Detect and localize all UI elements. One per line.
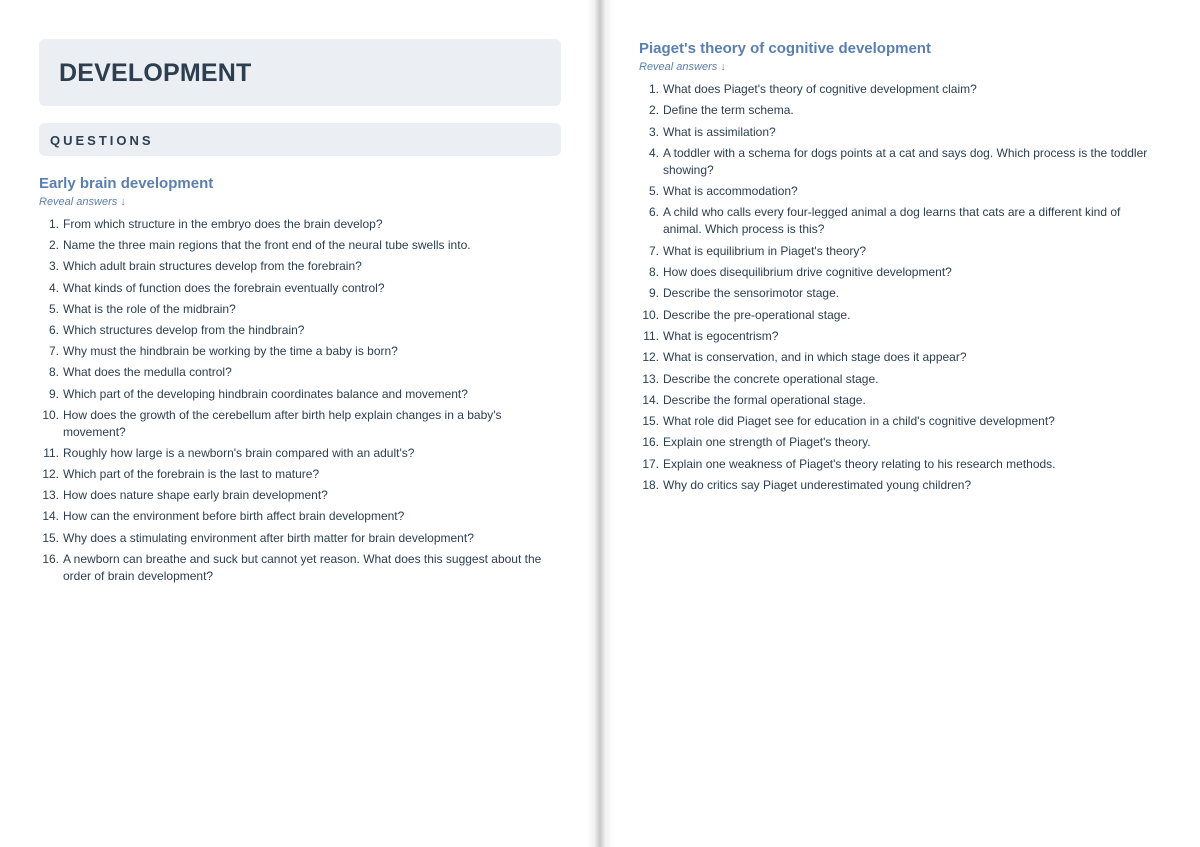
question-text: What is assimilation? (663, 124, 776, 139)
question-number: 15. (642, 414, 659, 429)
question-text: What does the medulla control? (63, 365, 232, 380)
question-item (39, 466, 549, 483)
question-item (639, 102, 1161, 119)
question-text: Describe the concrete operational stage. (663, 371, 879, 386)
question-text: How does the growth of the cerebellum after birth help explain changes in a baby's movement? (63, 407, 502, 439)
questions-heading: QUESTIONS (50, 133, 154, 148)
section-title-early-brain: Early brain development (39, 175, 214, 192)
question-number: 11. (643, 328, 659, 343)
question-item (639, 204, 1161, 238)
question-number: 14. (642, 392, 659, 407)
question-item (639, 243, 1161, 260)
question-number: 13. (642, 371, 659, 386)
question-text: Roughly how large is a newborn's brain compared with an adult's? (63, 445, 415, 460)
reveal-answers-link[interactable]: Reveal answers ↓ (39, 196, 126, 208)
question-number: 11. (43, 445, 59, 460)
question-text: What is conservation, and in which stage does it appear? (663, 350, 967, 365)
question-number: 15. (42, 530, 59, 545)
question-number: 6. (648, 205, 659, 220)
question-item (639, 81, 1161, 98)
question-list-early-brain (39, 216, 549, 585)
question-number: 7. (48, 344, 59, 359)
question-number: 13. (42, 488, 59, 503)
question-item (39, 487, 549, 504)
question-number: 3. (648, 124, 659, 139)
chapter-title-box (39, 39, 561, 106)
question-item (39, 280, 549, 297)
question-item (39, 407, 549, 441)
right-page (600, 0, 1200, 847)
question-text: Describe the sensorimotor stage. (663, 286, 840, 301)
question-number: 16. (42, 551, 59, 566)
question-text: From which structure in the embryo does the brain develop? (63, 217, 383, 231)
question-number: 3. (48, 259, 59, 274)
question-text: What is egocentrism? (663, 328, 779, 343)
question-number: 16. (642, 435, 659, 450)
question-number: 1. (48, 217, 59, 231)
question-number: 4. (648, 145, 659, 160)
question-text: Explain one weakness of Piaget's theory relating to his research methods. (663, 456, 1056, 471)
question-item (639, 413, 1161, 430)
question-text: How does disequilibrium drive cognitive development? (663, 265, 952, 280)
reveal-answers-link[interactable]: Reveal answers ↓ (639, 61, 726, 73)
question-text: Which part of the forebrain is the last to mature? (63, 467, 320, 482)
question-number: 4. (48, 280, 59, 295)
question-item (39, 530, 549, 547)
question-item (639, 328, 1161, 345)
question-item (39, 216, 549, 233)
question-item (39, 301, 549, 318)
question-text: How can the environment before birth affect brain development? (63, 509, 405, 524)
question-list-piaget (639, 81, 1161, 494)
question-text: What kinds of function does the forebrain eventually control? (63, 280, 385, 295)
question-text: Why must the hindbrain be working by the time a baby is born? (63, 344, 398, 359)
question-text: What is accommodation? (663, 184, 798, 199)
question-number: 8. (48, 365, 59, 380)
question-number: 9. (648, 286, 659, 301)
question-text: Describe the formal operational stage. (663, 392, 866, 407)
question-number: 1. (648, 82, 659, 96)
question-number: 2. (648, 103, 659, 118)
section-title-piaget: Piaget's theory of cognitive development (639, 40, 931, 57)
question-number: 6. (48, 322, 59, 337)
question-number: 7. (648, 243, 659, 258)
question-item (39, 445, 549, 462)
question-number: 18. (642, 478, 659, 493)
question-item (639, 371, 1161, 388)
question-number: 5. (48, 301, 59, 316)
question-text: How does nature shape early brain development? (63, 488, 328, 503)
question-item (39, 258, 549, 275)
question-number: 14. (42, 509, 59, 524)
question-item (639, 183, 1161, 200)
question-text: Describe the pre-operational stage. (663, 307, 851, 322)
question-number: 12. (642, 350, 659, 365)
question-item (639, 392, 1161, 409)
question-item (39, 343, 549, 360)
question-item (39, 237, 549, 254)
questions-heading-box (39, 123, 561, 156)
question-text: A newborn can breathe and suck but cannot yet reason. What does this suggest about the order of brain development? (63, 551, 542, 583)
question-text: Explain one strength of Piaget's theory. (663, 435, 871, 450)
question-text: A toddler with a schema for dogs points at a cat and says dog. Which process is the toddler showing? (663, 145, 1148, 177)
question-item (39, 508, 549, 525)
question-text: Which adult brain structures develop from the forebrain? (63, 259, 362, 274)
question-item (639, 285, 1161, 302)
question-item (39, 551, 549, 585)
question-text: Which part of the developing hindbrain coordinates balance and movement? (63, 386, 468, 401)
question-text: What does Piaget's theory of cognitive development claim? (663, 82, 977, 96)
question-item (639, 124, 1161, 141)
question-number: 10. (642, 307, 659, 322)
question-number: 2. (48, 238, 59, 253)
question-number: 12. (42, 467, 59, 482)
chapter-title: DEVELOPMENT (59, 59, 252, 87)
question-item (639, 477, 1161, 494)
question-text: A child who calls every four-legged animal a dog learns that cats are a different kind of animal. Which process is this? (663, 205, 1121, 237)
question-number: 17. (642, 456, 659, 471)
question-item (639, 456, 1161, 473)
question-number: 8. (648, 265, 659, 280)
question-text: Which structures develop from the hindbrain? (63, 322, 305, 337)
question-text: What role did Piaget see for education in a child's cognitive development? (663, 414, 1055, 429)
question-item (39, 322, 549, 339)
question-item (639, 434, 1161, 451)
question-number: 10. (42, 407, 59, 422)
question-item (39, 364, 549, 381)
question-number: 9. (48, 386, 59, 401)
question-item (39, 386, 549, 403)
question-item (639, 145, 1161, 179)
question-text: Why do critics say Piaget underestimated young children? (663, 478, 972, 493)
question-item (639, 349, 1161, 366)
question-number: 5. (648, 184, 659, 199)
question-item (639, 264, 1161, 281)
question-text: Define the term schema. (663, 103, 794, 118)
question-text: Name the three main regions that the front end of the neural tube swells into. (63, 238, 471, 253)
question-text: Why does a stimulating environment after birth matter for brain development? (63, 530, 474, 545)
question-text: What is equilibrium in Piaget's theory? (663, 243, 867, 258)
question-text: What is the role of the midbrain? (63, 301, 236, 316)
question-item (639, 307, 1161, 324)
